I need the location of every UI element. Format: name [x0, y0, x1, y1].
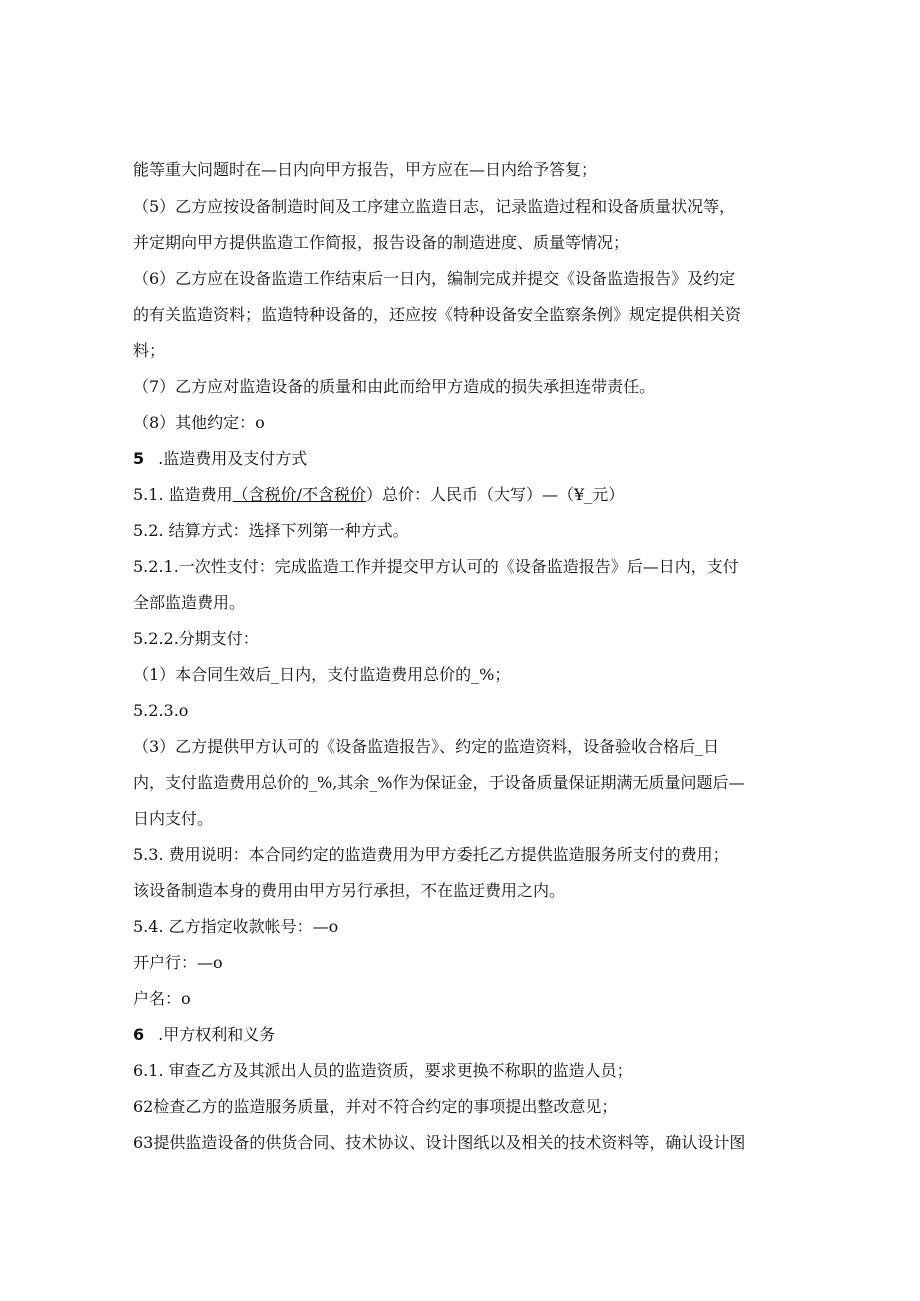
paragraph-line: （3）乙方提供甲方认可的《设备监造报告》、约定的监造资料，设备验收合格后_日 [133, 737, 720, 756]
paragraph-line: （7）乙方应对监造设备的质量和由此而给甲方造成的损失承担连带责任。 [133, 377, 656, 396]
paragraph-line: 5.4. 乙方指定收款帐号：—o [133, 917, 339, 936]
paragraph-line: （6）乙方应在设备监造工作结束后一日内，编制完成并提交《设备监造报告》及约定 [133, 269, 736, 288]
paragraph-line: 5.2.2.分期支付： [133, 629, 259, 648]
paragraph-line: 5.3. 费用说明：本合同约定的监造费用为甲方委托乙方提供监造服务所支付的费用； [133, 845, 729, 864]
paragraph-line: （5）乙方应按设备制造时间及工序建立监造日志，记录监造过程和设备质量状况等， [133, 197, 736, 216]
paragraph-line: 全部监造费用。 [133, 593, 246, 612]
paragraph-line: 户名：o [133, 989, 191, 1008]
section-number: 5 [133, 449, 145, 468]
section-heading-6 [133, 1024, 275, 1046]
clause-text: 5.1. 监造费用 [133, 485, 233, 504]
paragraph-line: 5.2.1.一次性支付：完成监造工作并提交甲方认可的《设备监造报告》后—日内，支付 [133, 557, 739, 576]
underlined-text: （含税价/不含税价 [232, 485, 367, 504]
section-heading-5 [133, 448, 307, 470]
paragraph-line: （1）本合同生效后_日内，支付监造费用总价的_%； [133, 665, 511, 684]
paragraph-line: 料； [133, 341, 166, 360]
paragraph-line: 的有关监造资料；监造特种设备的，还应按《特种设备安全监察条例》规定提供相关资 [133, 305, 742, 324]
clause-5-1 [133, 484, 624, 506]
paragraph-line: 日内支付。 [133, 809, 214, 828]
paragraph-line: 并定期向甲方提供监造工作简报，报告设备的制造进度、质量等情况； [133, 233, 630, 252]
paragraph-line: 62检查乙方的监造服务质量，并对不符合约定的事项提出整改意见； [133, 1097, 618, 1116]
paragraph-line: 63提供监造设备的供货合同、技术协议、设计图纸以及相关的技术资料等，确认设计图 [133, 1133, 746, 1152]
clause-text: ）总价：人民币（大写）—（¥_元） [366, 485, 625, 504]
paragraph-line: 5.2.3.o [133, 701, 189, 720]
paragraph-line: 内，支付监造费用总价的_%,其余_%作为保证金，于设备质量保证期满无质量问题后— [133, 773, 745, 792]
paragraph-line: 开户行：—o [133, 953, 223, 972]
paragraph-line: 能等重大问题时在—日内向甲方报告，甲方应在—日内给予答复； [133, 160, 598, 179]
paragraph-line: 5.2. 结算方式：选择下列第一种方式。 [133, 521, 409, 540]
section-title: .甲方权利和义务 [158, 1025, 276, 1044]
section-number: 6 [133, 1025, 145, 1044]
paragraph-line: 该设备制造本身的费用由甲方另行承担，不在监迂费用之内。 [133, 881, 566, 900]
section-title: .监造费用及支付方式 [158, 449, 308, 468]
paragraph-line: （8）其他约定：o [133, 413, 265, 432]
paragraph-line: 6.1. 审查乙方及其派出人员的监造资质，要求更换不称职的监造人员； [133, 1061, 633, 1080]
